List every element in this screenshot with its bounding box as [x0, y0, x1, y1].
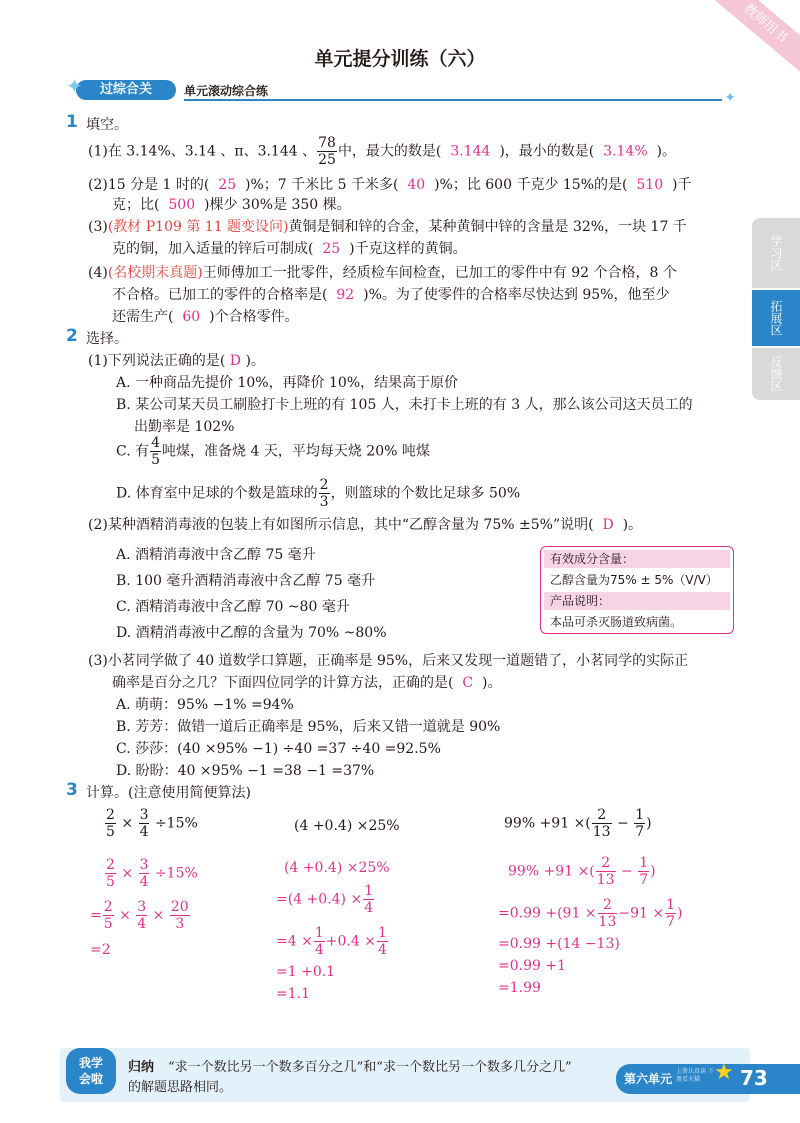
q1-p2-text-e: 克；比( — [112, 197, 160, 213]
q3-e2-step2 — [276, 884, 375, 915]
q1-p4-text-e: 还需生产( — [112, 309, 174, 325]
q1-p2-text-c: )%；比 600 千克少 15%的是( — [434, 177, 628, 193]
q1-p3-text-b: 黄铜是铜和锌的合金，某种黄铜中锌的含量是 32%，一块 17 千 — [288, 219, 687, 235]
page-title: 单元提分训练（六） — [314, 48, 486, 70]
q1-p1-answer-1: 3.144 — [450, 143, 491, 160]
q2-number: 2 — [66, 326, 78, 346]
q3-e2-s3-frac2 — [377, 926, 388, 957]
q3-e1-s2-frac1-den: 5 — [103, 916, 113, 932]
q2-p3-option-c: C. 莎莎：(40 ×95% −1) ÷40 =37 ÷40 =92.5% — [116, 741, 441, 757]
q2-p1-stem-text: (1)下列说法正确的是( — [88, 353, 226, 369]
q2-p1-option-d-text-b: ，则篮球的个数比足球多 50% — [330, 485, 521, 502]
q1-p4-text-d: )%。为了使零件的合格率尽快达到 95%，他至少 — [363, 287, 670, 303]
side-tab-feedback[interactable] — [752, 348, 800, 400]
q3-e1-s1-frac1-den: 5 — [106, 874, 115, 890]
q3-title: 计算。 — [86, 785, 128, 801]
side-tab-study[interactable] — [752, 218, 800, 288]
q1-p4-line2 — [112, 284, 669, 304]
q1-p2-answer-2: 40 — [407, 177, 426, 193]
q2-p3-stem-line2 — [112, 672, 501, 692]
q3-e1-s1-frac1-num: 2 — [106, 857, 115, 873]
q1-p3-line2 — [112, 238, 467, 258]
q2-p1-option-d-text-a: D. 体育室中足球的个数是篮球的 — [116, 485, 318, 502]
q2-p1-option-a: A. 一种商品先提价 10%，再降价 10%，结果高于原价 — [116, 375, 459, 391]
q2-p3-stem-end: )。 — [482, 675, 502, 691]
q2-p1-stem-end: )。 — [245, 353, 265, 369]
q3-expr3: 99% +91 ×( $\frac{2}{13}$ − $\frac{1}{7}$ ) — [504, 807, 652, 840]
footer-badge — [66, 1048, 116, 1094]
q1-p2-answer-1: 25 — [218, 177, 237, 193]
side-tab-study-label: 学习区 — [769, 235, 783, 271]
q3-e3-frac1 — [592, 808, 612, 839]
footer-tip-line2: 的解题思路相同。 — [128, 1080, 233, 1095]
footer-tip-tag: 归纳 — [128, 1060, 155, 1075]
q3-e2-s2-frac — [363, 884, 374, 915]
q2-p2-stem — [88, 514, 642, 534]
q3-e2-s2-frac-num: 1 — [364, 883, 374, 899]
q3-e2-step5: =1.1 — [276, 986, 310, 1002]
q3-e3-s1-frac1-num: 2 — [596, 856, 616, 872]
q3-expr2: (4 +0.4) ×25% — [294, 818, 400, 834]
q3-e3-s2-text-c: ) — [677, 905, 683, 922]
q2-p1-option-c-frac-den: 5 — [151, 452, 161, 468]
q2-p1-option-c-text-b: 吨煤，准备烧 4 天，平均每天烧 20% 吨煤 — [162, 443, 430, 460]
q1-p4-text-f: )个合格零件。 — [209, 309, 299, 325]
q1-p4-line1 — [88, 262, 677, 282]
q3-e1-s2-frac2-den: 4 — [137, 916, 147, 932]
q3-e3-step1: 99% +91 ×( $\frac{2}{13}$ − $\frac{1}{7}$ ) — [508, 855, 656, 888]
side-tab-expand[interactable] — [752, 290, 800, 346]
q1-p1-fraction — [317, 136, 337, 167]
q3-title-row — [86, 782, 251, 802]
q2-p3-option-a: A. 萌萌：95% −1% =94% — [116, 697, 294, 713]
q3-note: (注意使用简便算法) — [128, 785, 251, 801]
q3-e2-step1: (4 +0.4) ×25% — [284, 860, 390, 876]
q3-e1-s2-frac3-den: 3 — [175, 916, 185, 932]
q3-e2-s2-frac-den: 4 — [364, 900, 374, 916]
q1-p3-text-a: (3) — [88, 219, 108, 235]
section-tag-label: 过综合关 — [99, 82, 152, 97]
q1-p4-text-a: (4) — [88, 265, 108, 281]
q3-e1-s2-frac2-num: 3 — [137, 899, 147, 915]
q3-e1-s2-frac1-num: 2 — [103, 899, 113, 915]
q3-e3-frac2-num: 1 — [635, 807, 645, 823]
q2-p1-option-d — [116, 478, 520, 509]
section-tag-star-icon: ✦ — [66, 74, 83, 98]
q3-e3-step5: =1.99 — [498, 980, 541, 996]
label-line-1: 乙醇含量为75% ± 5%（V/V） — [550, 573, 718, 587]
q3-e2-s3-frac1-num: 1 — [314, 925, 324, 941]
q3-e1-frac2 — [139, 808, 150, 839]
q1-p2-line1 — [88, 174, 692, 194]
q3-e1-s2-frac2 — [136, 900, 147, 931]
footer-tip-line1: “求一个数比另一个数多百分之几”和“求一个数比另一个数多几分之几” — [168, 1060, 572, 1075]
q3-e3-s2-frac2-den: 7 — [666, 914, 676, 930]
q3-e1-frac2-num: 3 — [139, 807, 149, 823]
q3-e1-s2-frac3 — [170, 900, 190, 931]
q3-e1-frac1-den: 5 — [106, 824, 115, 840]
q1-p2-answer-4: 500 — [168, 197, 196, 213]
footer-badge-label: 我学会啦 — [78, 1056, 103, 1086]
q3-e3-s1-text: 99% +91 ×( — [508, 863, 595, 880]
q1-p2-text-d: )千 — [672, 177, 692, 193]
q3-e3-s1-frac1-den: 13 — [596, 872, 615, 888]
q1-p1-text-a: (1)在 3.14%、3.14 、π、3.144 、 — [88, 143, 317, 160]
q1-p1-text-c: )，最小的数是( — [499, 143, 595, 160]
q3-e3-s2-text-b: −91 × — [618, 905, 665, 922]
corner-badge-text: 教师用书 — [740, 1, 791, 47]
section-rule — [184, 99, 722, 101]
q1-p2-text-f: )棵少 30%是 350 棵。 — [204, 197, 351, 213]
q2-p2-option-b: B. 100 毫升酒精消毒液中含乙醇 75 毫升 — [116, 573, 376, 589]
q1-p4-line3 — [112, 306, 299, 326]
q3-e3-frac1-den: 13 — [592, 824, 611, 840]
q2-p1-stem — [88, 350, 265, 370]
footer-unit-label: 第六单元 — [624, 1072, 673, 1086]
q3-e3-text: 99% +91 ×( — [504, 815, 591, 832]
q1-p2-answer-3: 510 — [636, 177, 664, 193]
q1-p3-text-d: )千克这样的黄铜。 — [349, 241, 467, 257]
q3-e1-step2: = $\frac{2}{5}$ × $\frac{3}{4}$ × $\frac{20}{3}$ — [90, 899, 189, 932]
q1-number: 1 — [66, 112, 78, 132]
side-tab-expand-label: 拓展区 — [769, 300, 783, 336]
q3-e3-s1-frac2-num: 1 — [639, 855, 649, 871]
q3-e1-s1-tail: ÷15% — [154, 865, 198, 882]
label-heading-1: 有效成分含量： — [544, 550, 730, 568]
q2-p1-option-d-fraction — [319, 478, 330, 509]
q3-e3-s2-frac1-num: 2 — [598, 898, 618, 914]
q1-p4-source-tag: (名校期末真题) — [107, 265, 203, 281]
q3-e3-s2-text-a: =0.99 +(91 × — [498, 905, 597, 922]
q1-p3-line1 — [88, 216, 687, 236]
q1-p3-answer: 25 — [322, 241, 341, 257]
q3-e1-s2-frac1 — [103, 900, 114, 931]
q2-p1-option-c-text-a: C. 有 — [116, 443, 150, 460]
q2-p3-answer: C — [462, 675, 474, 691]
q2-title: 选择。 — [86, 331, 128, 347]
q3-e3-s1-frac2-den: 7 — [639, 872, 649, 888]
q3-e1-step3: =2 — [90, 942, 111, 958]
q3-e1-frac1 — [105, 808, 116, 839]
q3-e3-step2 — [498, 898, 683, 929]
q3-e3-frac2 — [634, 808, 645, 839]
q2-p2-option-d: D. 酒精消毒液中乙醇的含量为 70% ~80% — [116, 625, 387, 641]
side-tab-feedback-label: 反馈区 — [769, 356, 783, 392]
q3-e2-s3-frac2-num: 1 — [377, 925, 387, 941]
q2-p1-option-d-frac-den: 3 — [319, 494, 329, 510]
section-header — [66, 74, 736, 106]
q2-p3-option-b: B. 芳芳：做错一道后正确率是 95%，后来又错一道就是 90% — [116, 719, 501, 735]
q3-e2-s3-frac1-den: 4 — [314, 942, 324, 958]
q3-e3-s1-frac2 — [638, 856, 649, 887]
q2-p2-stem-end: )。 — [622, 517, 643, 533]
q1-p1-answer-2: 3.14% — [603, 143, 648, 160]
q2-p1-option-c-frac-num: 4 — [151, 435, 161, 451]
q3-number: 3 — [66, 780, 78, 800]
q3-e2-s3-text-b: +0.4 × — [325, 933, 376, 950]
q2-p2-answer: D — [602, 517, 614, 533]
q1-p1-frac-num: 78 — [318, 135, 336, 151]
q3-e3-s1-frac1 — [596, 856, 616, 887]
section-subtitle: 单元滚动综合练 — [184, 84, 269, 98]
q3-e1-s1-frac2-num: 3 — [139, 857, 149, 873]
footer-slogan: 上册认真读 下册看天猫 — [676, 1068, 714, 1083]
section-tag — [76, 80, 176, 100]
q3-e1-s2-eq: = — [90, 907, 102, 924]
q3-e1-s1-frac2 — [139, 858, 150, 889]
q3-e1-tail: ÷15% — [154, 815, 198, 832]
q2-p3-option-d: D. 盼盼：40 ×95% −1 =38 −1 =37% — [116, 763, 375, 779]
q2-p2-option-a: A. 酒精消毒液中含乙醇 75 毫升 — [116, 547, 316, 563]
q2-p1-option-c-fraction — [150, 436, 161, 467]
q1-p4-text-c: 不合格。已加工的零件的合格率是( — [112, 287, 328, 303]
q2-p1-option-b-line1: B. 某公司某天员工刷脸打卡上班的有 105 人，未打卡上班的有 3 人，那么该公司这天员工的 — [116, 397, 693, 413]
q3-e1-s1-frac1 — [105, 858, 116, 889]
q1-p2-text-a: (2)15 分是 1 时的( — [88, 177, 210, 193]
q1-p1 — [88, 136, 676, 167]
q3-e1-s1-frac2-den: 4 — [139, 874, 149, 890]
section-rule-star-icon: ✦ — [724, 90, 736, 106]
q2-p1-answer: D — [229, 353, 241, 369]
q2-p3-stem-line1: (3)小茗同学做了 40 道数学口算题，正确率是 95%，后来又发现一道题错了，小茗同学的实际正 — [88, 653, 689, 669]
q3-e3-step3: =0.99 +(14 −13) — [498, 936, 620, 952]
q1-p3-text-c: 克的铜，加入适量的锌后可制成( — [112, 241, 314, 257]
label-line-2: 本品可杀灭肠道致病菌。 — [550, 615, 683, 629]
q3-e2-step4: =1 +0.1 — [276, 964, 336, 980]
q2-p2-option-c: C. 酒精消毒液中含乙醇 70 ~80 毫升 — [116, 599, 350, 615]
q1-p4-answer-2: 60 — [182, 309, 201, 325]
q1-p4-answer-1: 92 — [336, 287, 355, 303]
q3-e1-frac1-num: 2 — [106, 807, 115, 823]
q1-p2-line2 — [112, 194, 351, 214]
q2-p3-stem-text: 确率是百分之几？下面四位同学的计算方法，正确的是( — [112, 675, 454, 691]
q2-p1-option-d-frac-num: 2 — [319, 477, 329, 493]
q2-p1-option-b-line2: 出勤率是 102% — [134, 419, 235, 435]
q1-title: 填空。 — [86, 117, 128, 133]
q2-p2-stem-text: (2)某种酒精消毒液的包装上有如图所示信息，其中“乙醇含量为 75% ±5%”说明( — [88, 517, 594, 533]
q3-e2-s3-frac2-den: 4 — [377, 942, 387, 958]
q3-e2-s3-frac1 — [314, 926, 325, 957]
footer-tip — [128, 1056, 572, 1075]
q3-e1-frac2-den: 4 — [139, 824, 149, 840]
q3-e3-step4: =0.99 +1 — [498, 958, 566, 974]
q3-e3-frac1-num: 2 — [592, 808, 612, 824]
q3-e2-step3 — [276, 926, 389, 957]
label-heading-2: 产品说明： — [544, 592, 730, 610]
q1-p3-source-tag: (教材 P109 第 11 题变设问) — [107, 219, 289, 235]
q3-e1-s2-frac3-num: 20 — [170, 899, 189, 915]
q3-e3-s2-frac1 — [598, 898, 618, 929]
q3-e3-s2-frac2 — [665, 898, 676, 929]
q3-e1-step1: $\frac{2}{5}$ × $\frac{3}{4}$ ÷15% — [106, 857, 198, 890]
q1-p1-frac-den: 25 — [318, 152, 336, 168]
q3-e3-s2-frac1-den: 13 — [598, 914, 617, 930]
footer-mascot-icon: ★ — [714, 1060, 734, 1085]
q3-e2-s2-text: =(4 +0.4) × — [276, 891, 363, 908]
q3-expr1: $\frac{2}{5}$ × $\frac{3}{4}$ ÷15% — [106, 807, 198, 840]
q2-p1-option-c — [116, 436, 430, 467]
q3-e3-frac2-den: 7 — [635, 824, 645, 840]
q1-p1-text-d: )。 — [656, 143, 677, 160]
q3-e3-s2-frac2-num: 1 — [666, 897, 676, 913]
q3-e2-s3-text-a: =4 × — [276, 933, 313, 950]
q1-p4-text-b: 王师傅加工一批零件，经质检车间检查，已加工的零件中有 92 个合格，8 个 — [202, 265, 677, 281]
q1-p1-text-b: 中，最大的数是( — [337, 143, 442, 160]
disinfectant-label-box — [540, 546, 734, 634]
page-number: 73 — [740, 1066, 768, 1090]
q1-p2-text-b: )%；7 千米比 5 千米多( — [245, 177, 399, 193]
